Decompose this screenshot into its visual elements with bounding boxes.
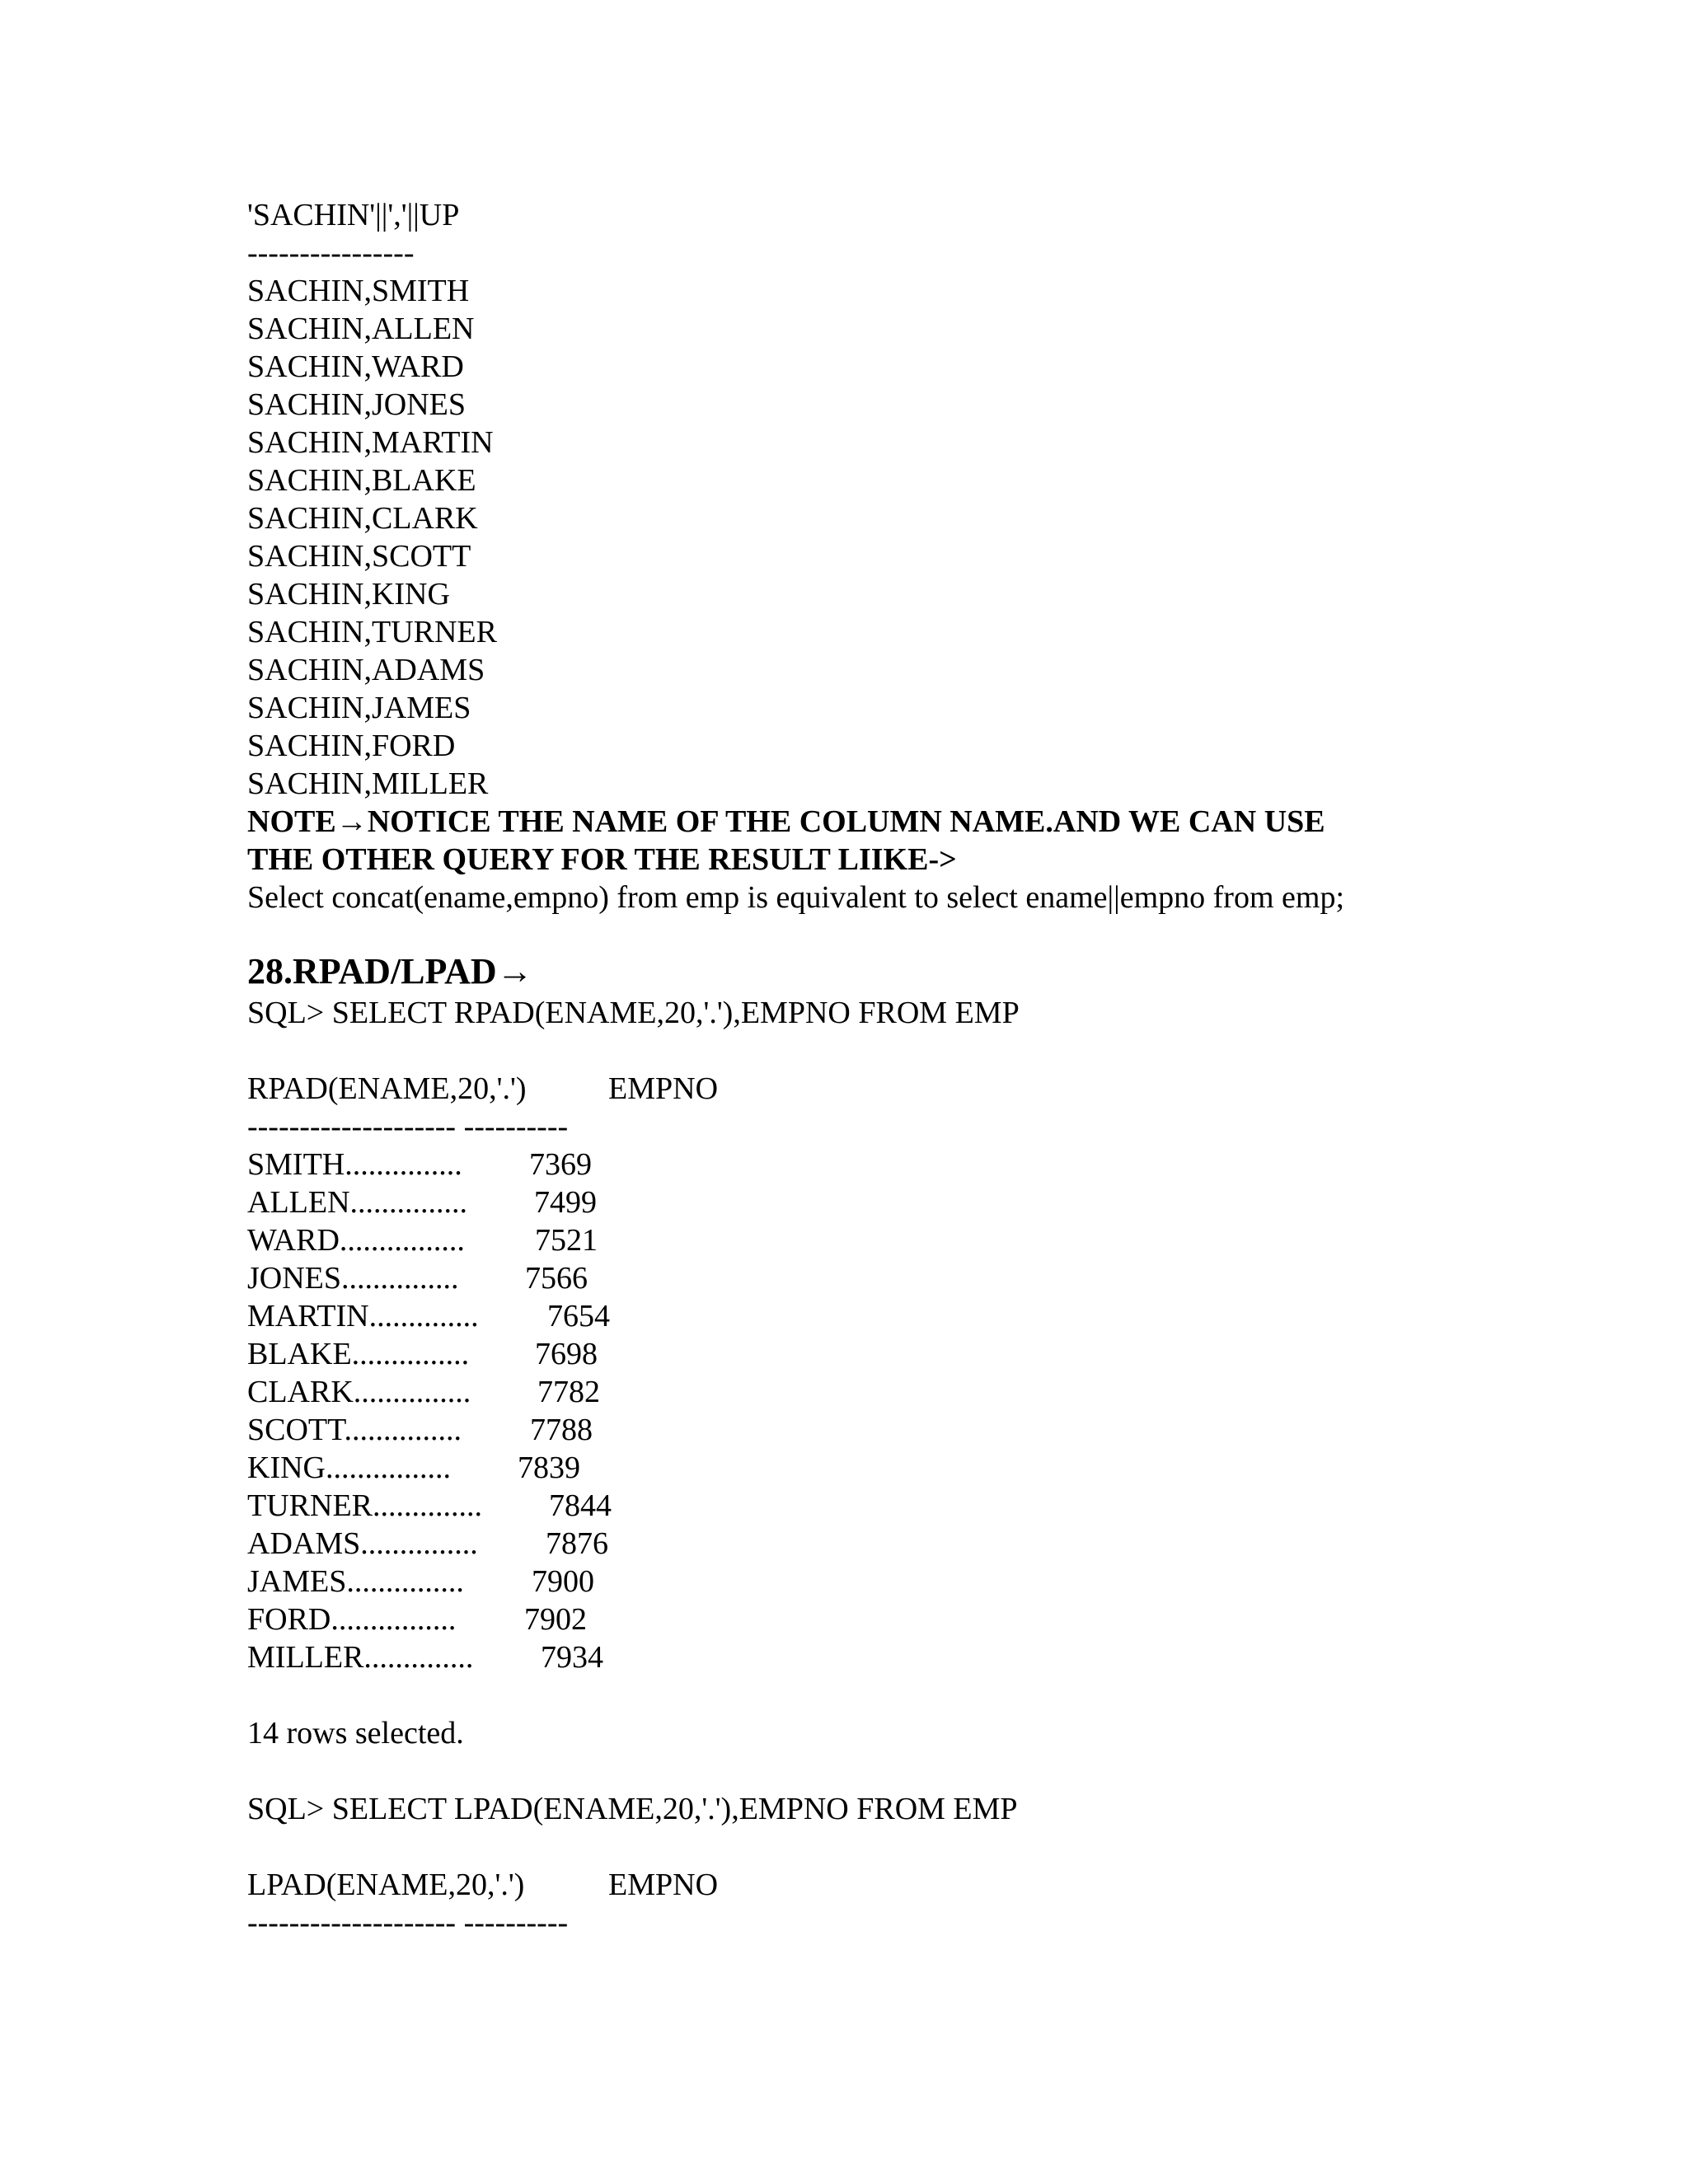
- ename-cell: BLAKE...............: [247, 1337, 470, 1371]
- table-row: [247, 1487, 1632, 1525]
- lpad-query: SQL> SELECT LPAD(ENAME,20,'.'),EMPNO FROM EMP: [247, 1792, 1018, 1826]
- table-row: [247, 1411, 1632, 1449]
- ename-cell: MILLER..............: [247, 1640, 474, 1675]
- ename-cell: FORD................: [247, 1602, 457, 1637]
- blank-line: [247, 1828, 1632, 1866]
- concat-row: SACHIN,FORD: [247, 729, 456, 763]
- rpad-separator: -------------------- ----------: [247, 1109, 569, 1144]
- empno-cell: 7839: [518, 1451, 580, 1485]
- blank-line: [247, 1752, 1632, 1790]
- empno-cell: 7499: [534, 1185, 597, 1220]
- table-row: [247, 1525, 1632, 1563]
- lpad-separator: -------------------- ----------: [247, 1905, 569, 1940]
- table-row: [247, 1183, 1632, 1221]
- lpad-header-col2: EMPNO: [608, 1868, 719, 1902]
- note-line-1: NOTE→NOTICE THE NAME OF THE COLUMN NAME.AND WE CAN USE: [247, 804, 1325, 839]
- ename-cell: ALLEN...............: [247, 1185, 468, 1220]
- concat-row: SACHIN,ALLEN: [247, 312, 475, 346]
- empno-cell: 7876: [546, 1526, 608, 1561]
- ename-cell: KING................: [247, 1451, 451, 1485]
- empno-cell: 7844: [549, 1488, 612, 1523]
- concat-row: SACHIN,BLAKE: [247, 463, 476, 498]
- concat-row: SACHIN,ADAMS: [247, 653, 485, 687]
- concat-column-header: 'SACHIN'||','||UP: [247, 198, 460, 232]
- blank-line: [247, 1676, 1632, 1714]
- lpad-table-header: [247, 1866, 1632, 1904]
- rpad-header-col2: EMPNO: [608, 1071, 719, 1106]
- empno-cell: 7788: [530, 1413, 593, 1447]
- ename-cell: TURNER..............: [247, 1488, 482, 1523]
- concat-row: SACHIN,SCOTT: [247, 539, 471, 574]
- empno-cell: 7698: [535, 1337, 598, 1371]
- empno-cell: 7902: [524, 1602, 587, 1637]
- table-row: [247, 1449, 1632, 1487]
- concat-row: SACHIN,JAMES: [247, 691, 471, 725]
- blank-line: [247, 1032, 1632, 1070]
- empno-cell: 7654: [547, 1299, 610, 1333]
- ename-cell: MARTIN..............: [247, 1299, 479, 1333]
- empno-cell: 7369: [529, 1147, 592, 1182]
- rows-selected-count: 14 rows selected.: [247, 1716, 464, 1750]
- ename-cell: SCOTT...............: [247, 1413, 462, 1447]
- concat-row: SACHIN,SMITH: [247, 274, 470, 308]
- concat-row: SACHIN,TURNER: [247, 615, 497, 649]
- equivalence-text: Select concat(ename,empno) from emp is equivalent to select ename||empno from emp;: [247, 880, 1345, 915]
- table-row: [247, 1146, 1632, 1183]
- ename-cell: CLARK...............: [247, 1375, 471, 1409]
- ename-cell: WARD................: [247, 1223, 465, 1258]
- concat-row: SACHIN,CLARK: [247, 501, 478, 536]
- concat-separator: ----------------: [247, 236, 415, 270]
- rpad-query: SQL> SELECT RPAD(ENAME,20,'.'),EMPNO FROM EMP: [247, 996, 1020, 1030]
- table-row: [247, 1563, 1632, 1601]
- note-line-2: THE OTHER QUERY FOR THE RESULT LIIKE->: [247, 842, 957, 877]
- ename-cell: JONES...............: [247, 1261, 459, 1296]
- table-row: [247, 1221, 1632, 1259]
- empno-cell: 7934: [541, 1640, 603, 1675]
- concat-row: SACHIN,JONES: [247, 387, 466, 422]
- section-heading-rpad-lpad: 28.RPAD/LPAD→: [247, 951, 533, 991]
- rpad-header-col1: RPAD(ENAME,20,'.'): [247, 1071, 527, 1106]
- empno-cell: 7782: [537, 1375, 600, 1409]
- empno-cell: 7566: [525, 1261, 588, 1296]
- concat-row: SACHIN,KING: [247, 577, 450, 612]
- table-row: [247, 1297, 1632, 1335]
- empno-cell: 7900: [532, 1564, 594, 1599]
- concat-row: SACHIN,MILLER: [247, 766, 489, 801]
- table-row: [247, 1638, 1632, 1676]
- ename-cell: JAMES...............: [247, 1564, 464, 1599]
- table-row: [247, 1373, 1632, 1411]
- lpad-header-col1: LPAD(ENAME,20,'.'): [247, 1868, 525, 1902]
- rpad-rows: [247, 1146, 1632, 1676]
- empno-cell: 7521: [535, 1223, 598, 1258]
- ename-cell: ADAMS...............: [247, 1526, 478, 1561]
- table-row: [247, 1601, 1632, 1638]
- concat-row: SACHIN,WARD: [247, 349, 464, 384]
- ename-cell: SMITH...............: [247, 1147, 462, 1182]
- concat-row: SACHIN,MARTIN: [247, 425, 494, 460]
- rpad-table-header: [247, 1070, 1632, 1108]
- table-row: [247, 1259, 1632, 1297]
- table-row: [247, 1335, 1632, 1373]
- document-page: [247, 196, 1632, 1942]
